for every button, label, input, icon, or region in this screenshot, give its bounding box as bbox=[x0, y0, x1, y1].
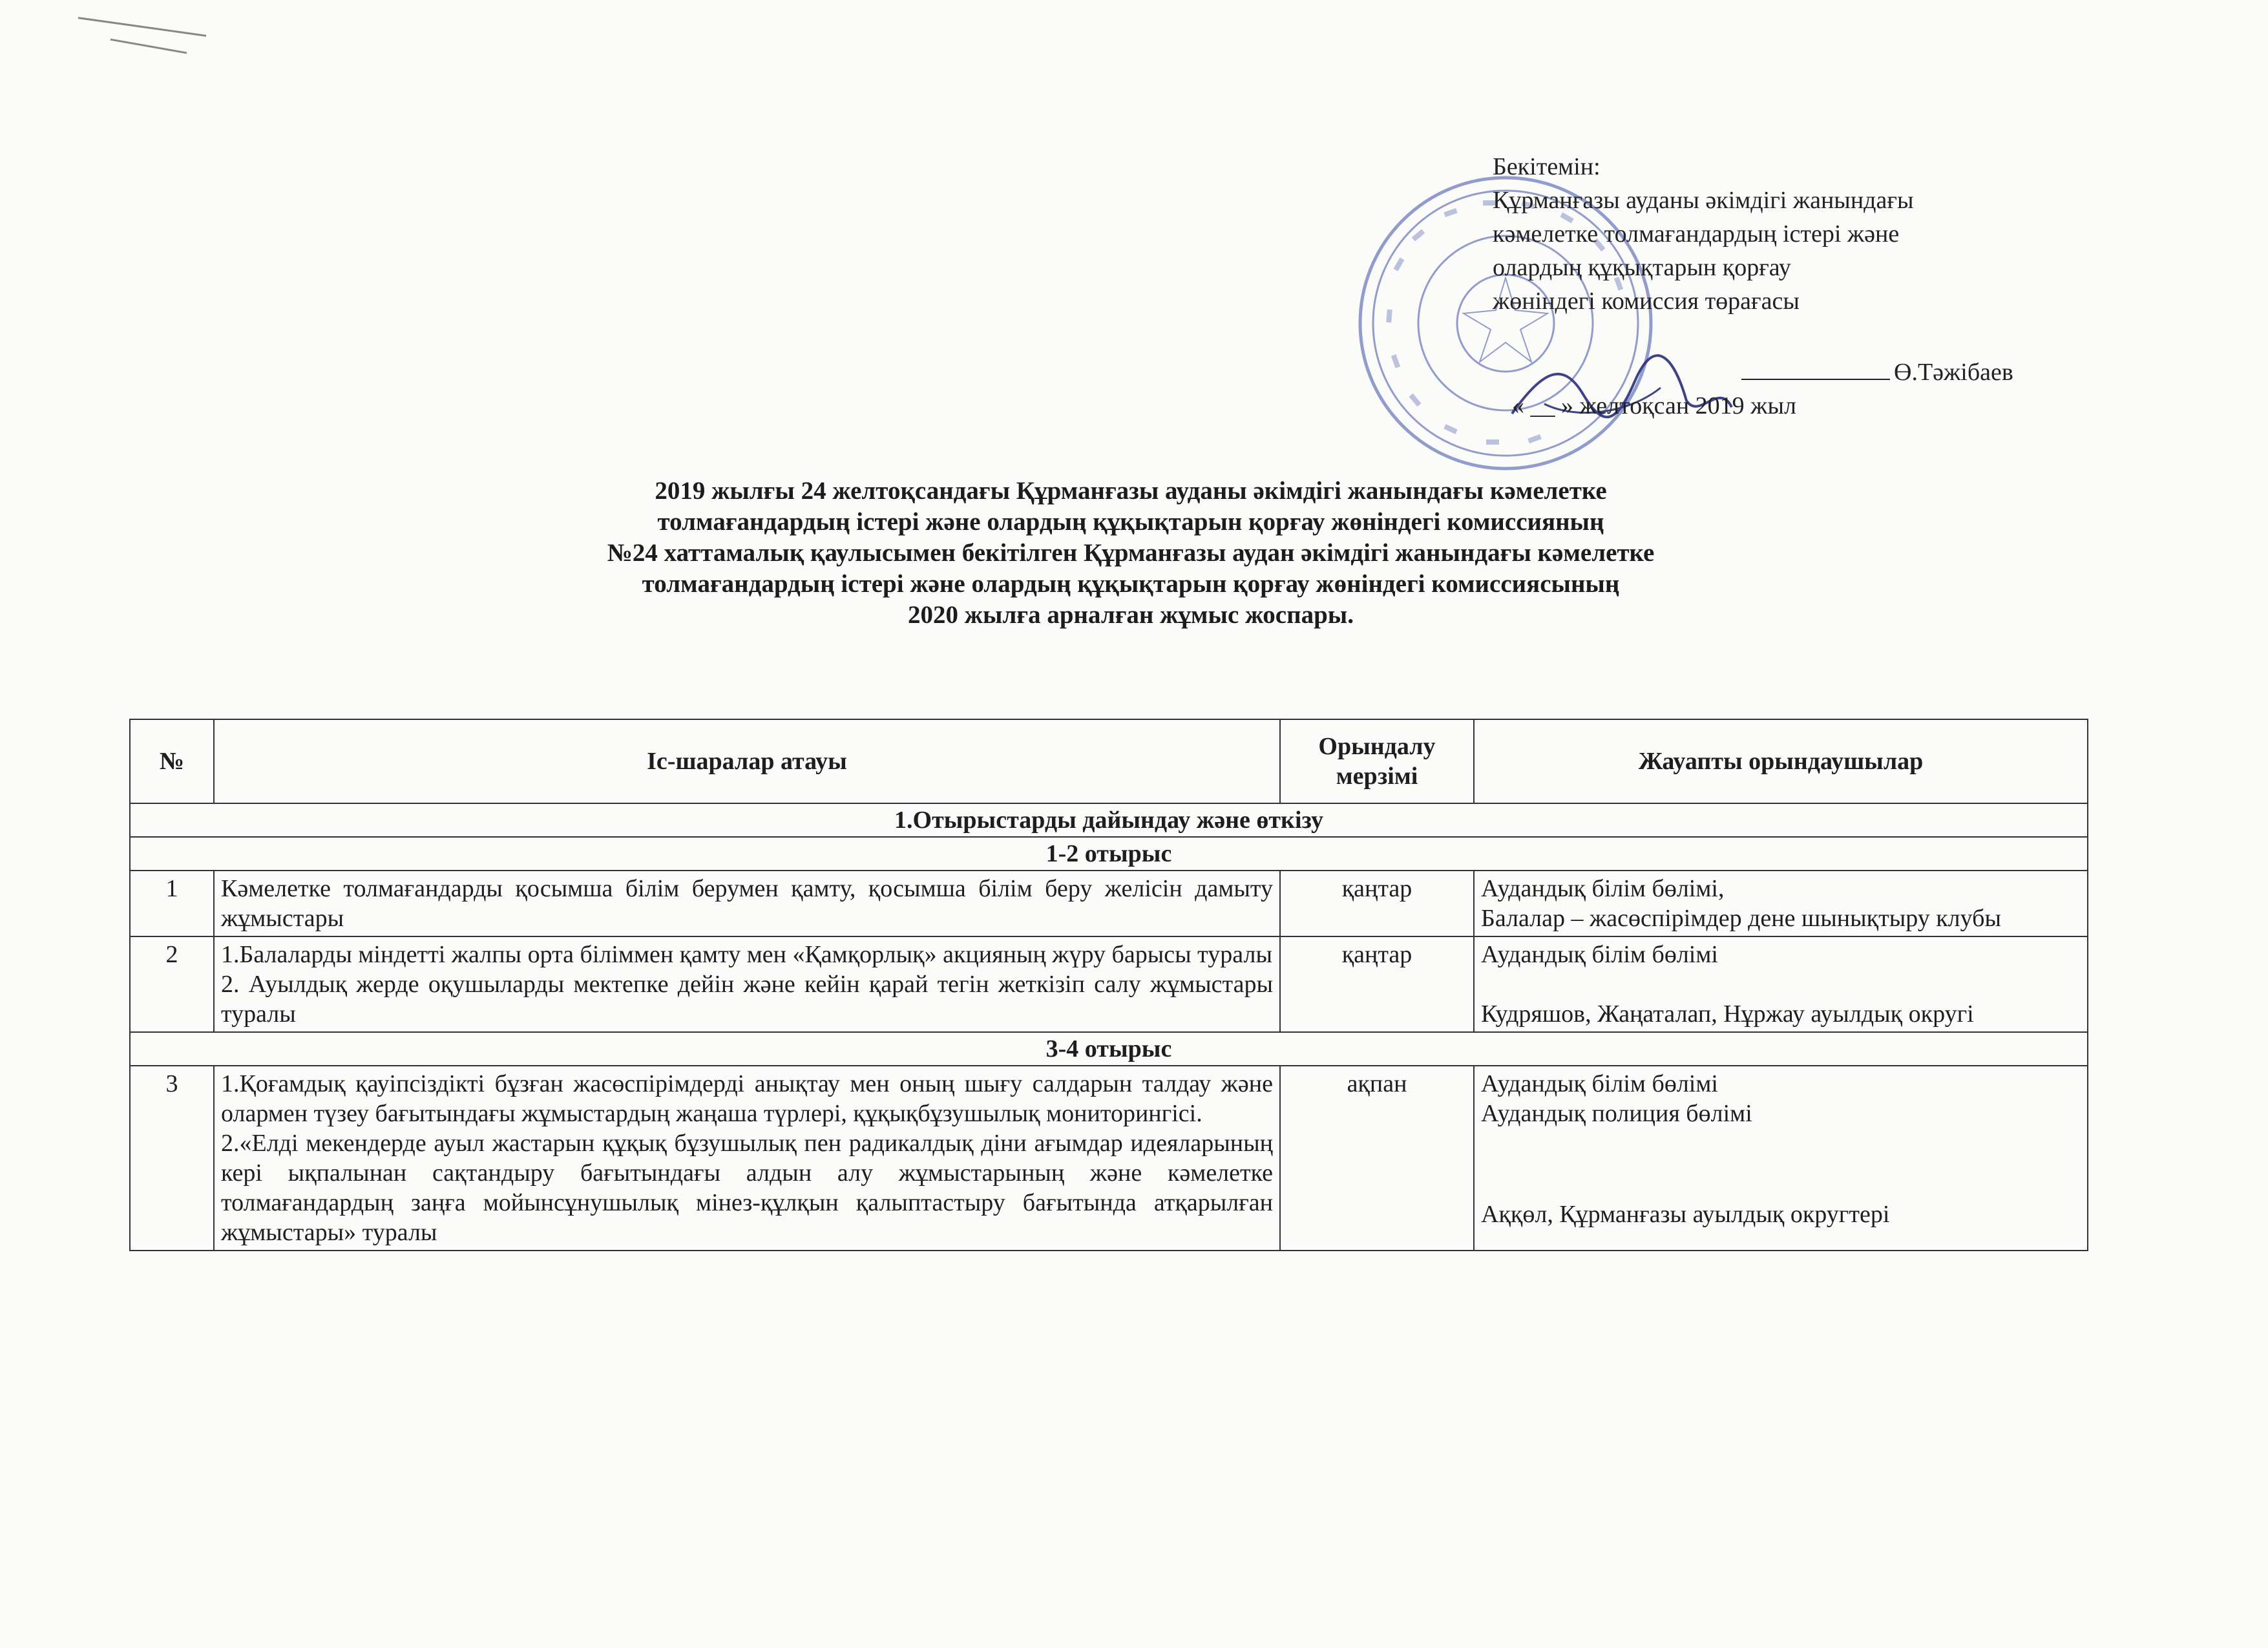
scan-mark bbox=[78, 17, 206, 37]
row-num: 2 bbox=[130, 936, 214, 1032]
document-title bbox=[388, 476, 1874, 631]
row-num: 1 bbox=[130, 871, 214, 936]
desc-paragraph: 2.«Елді мекендерде ауыл жастарын құқық бұзушылық пен радикалдық діни ағымдар идеяларының кері ықпалынан сақтандыру бағытындағы алдын алу жұмыстарының және кәмелетке толмағандардың заңға мойынсұнушылық мінез-құлқын қалыптастыру бағытында атқарылған жұмыстары» туралы bbox=[221, 1130, 1273, 1246]
row-resp bbox=[1474, 871, 2088, 936]
approval-line: Құрманғазы ауданы әкімдігі жанындағы bbox=[1493, 187, 1914, 214]
table-header-row bbox=[130, 719, 2088, 803]
section-row bbox=[130, 803, 2088, 837]
approval-line: олардың құқықтарын қорғау bbox=[1493, 254, 1791, 281]
resp-line: Аудандық полиция бөлімі bbox=[1481, 1100, 1752, 1127]
header-num: № bbox=[130, 719, 214, 803]
approval-heading: Бекітемін: bbox=[1493, 153, 1601, 180]
row-desc bbox=[214, 936, 1280, 1032]
desc-paragraph: 1.Қоғамдық қауіпсіздікті бұзған жасөспірімдерді анықтау мен оның шығу салдарын талдау және олармен түзеу бағытындағы жұмыстардың жаңаша түрлері, құқықбұзушылық мониторингісі. bbox=[221, 1070, 1273, 1127]
resp-line: Балалар – жасөспірімдер дене шынықтыру клубы bbox=[1481, 905, 2002, 932]
session-title: 3-4 отырыс bbox=[130, 1032, 2088, 1066]
resp-line: Кудряшов, Жаңаталап, Нұржау ауылдық округі bbox=[1481, 1000, 1974, 1028]
desc-paragraph: Кәмелетке толмағандарды қосымша білім берумен қамту, қосымша білім беру желісін дамыту жұмыстары bbox=[221, 875, 1273, 932]
spacer bbox=[1481, 1128, 2081, 1199]
title-line: толмағандардың істері және олардың құқықтарын қорғау жөніндегі комиссиясының bbox=[642, 570, 1620, 598]
header-name: Іс-шаралар атауы bbox=[214, 719, 1280, 803]
title-line: №24 хаттамалық қаулысымен бекітілген Құрманғазы аудан әкімдігі жанындағы кәмелетке bbox=[607, 539, 1655, 567]
title-line: толмағандардың істері және олардың құқықтарын қорғау жөніндегі комиссияның bbox=[657, 508, 1604, 536]
section-title: 1.Отырыстарды дайындау және өткізу bbox=[130, 803, 2088, 837]
work-plan-table bbox=[129, 719, 2088, 1251]
table-row bbox=[130, 871, 2088, 936]
resp-line: Аудандық білім бөлімі, bbox=[1481, 875, 1725, 902]
title-line: 2020 жылға арналған жұмыс жоспары. bbox=[908, 601, 1354, 629]
session-title: 1-2 отырыс bbox=[130, 837, 2088, 871]
approval-line: жөніндегі комиссия төрағасы bbox=[1493, 288, 1800, 315]
desc-paragraph: 1.Балаларды міндетті жалпы орта біліммен қамту мен «Қамқорлық» акцияның жүру барысы туралы bbox=[221, 941, 1272, 968]
row-term: қаңтар bbox=[1280, 936, 1474, 1032]
scan-mark bbox=[110, 39, 187, 54]
row-resp bbox=[1474, 936, 2088, 1032]
approval-signatory bbox=[1493, 355, 2139, 389]
session-row bbox=[130, 837, 2088, 871]
row-desc bbox=[214, 1066, 1280, 1251]
approval-line: кәмелетке толмағандардың істері және bbox=[1493, 220, 1900, 248]
desc-paragraph: 2. Ауылдық жерде оқушыларды мектепке дейін және кейін қарай тегін жеткізіп салу жұмыстары туралы bbox=[221, 971, 1273, 1028]
table-row bbox=[130, 936, 2088, 1032]
row-term: ақпан bbox=[1280, 1066, 1474, 1251]
header-resp: Жауапты орындаушылар bbox=[1474, 719, 2088, 803]
row-desc bbox=[214, 871, 1280, 936]
resp-line: Аудандық білім бөлімі bbox=[1481, 1070, 1718, 1097]
session-row bbox=[130, 1032, 2088, 1066]
approval-block bbox=[1493, 150, 2139, 423]
signatory-name: Ө.Тәжібаев bbox=[1894, 359, 2013, 386]
spacer bbox=[1481, 969, 2081, 999]
row-num: 3 bbox=[130, 1066, 214, 1251]
signature-blank bbox=[1741, 379, 1890, 380]
header-term: Орындалу мерзімі bbox=[1280, 719, 1474, 803]
row-term: қаңтар bbox=[1280, 871, 1474, 936]
title-line: 2019 жылғы 24 желтоқсандағы Құрманғазы ауданы әкімдігі жанындағы кәмелетке bbox=[655, 477, 1607, 505]
row-resp bbox=[1474, 1066, 2088, 1251]
table-row bbox=[130, 1066, 2088, 1251]
approval-date: « __ » желтоқсан 2019 жыл bbox=[1512, 392, 1796, 419]
resp-line: Аққөл, Құрманғазы ауылдық округтері bbox=[1481, 1201, 1890, 1228]
resp-line: Аудандық білім бөлімі bbox=[1481, 941, 1718, 968]
